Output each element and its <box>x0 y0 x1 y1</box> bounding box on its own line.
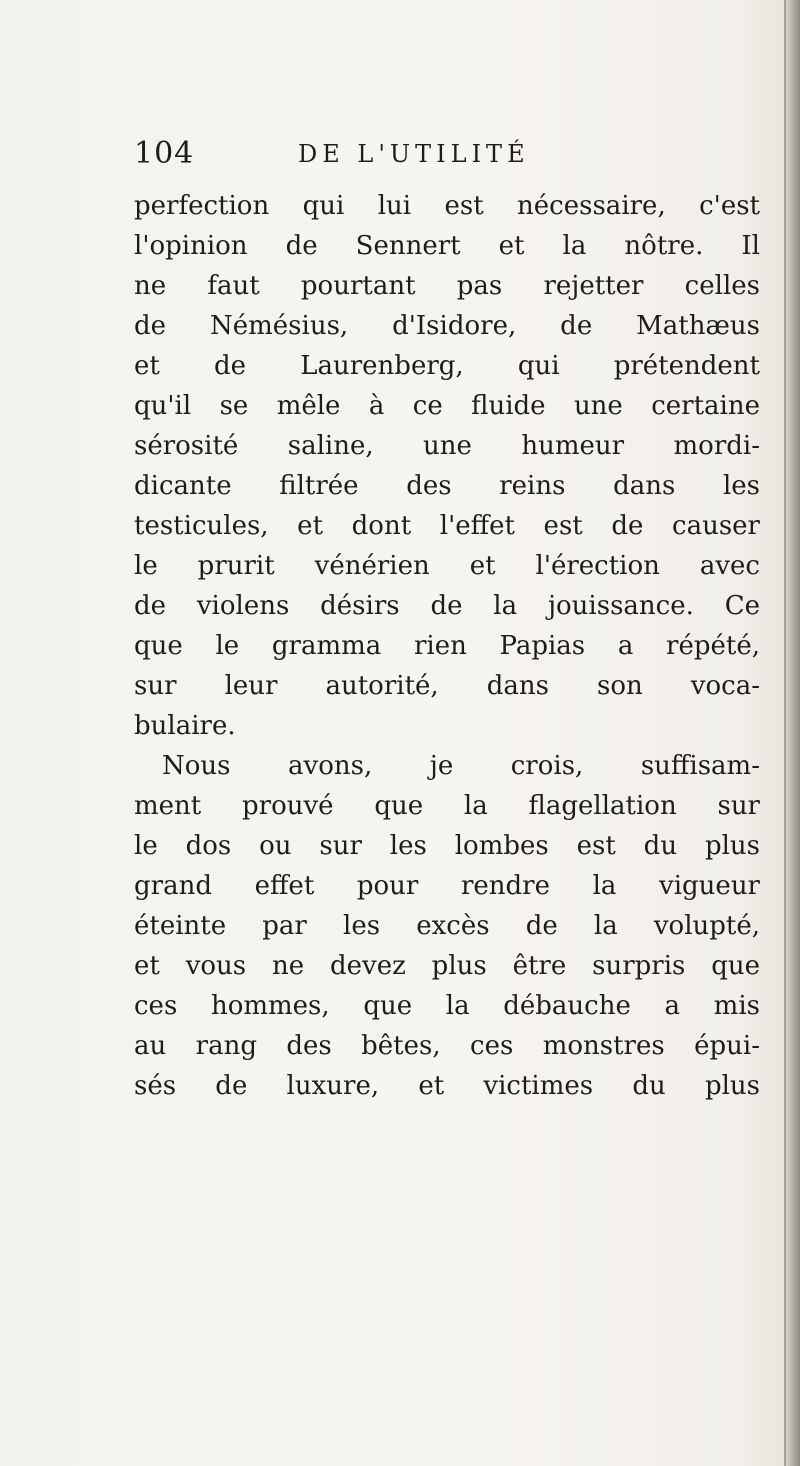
text-line: le prurit vénérien et l'érection avec <box>134 551 760 581</box>
text-line: et vous ne devez plus être surpris que <box>134 951 760 981</box>
text-line: et de Laurenberg, qui prétendent <box>134 351 760 381</box>
text-line: ne faut pourtant pas rejetter celles <box>134 271 760 301</box>
paragraph-end-line: bulaire. <box>134 711 236 741</box>
text-line: de Némésius, d'Isidore, de Mathæus <box>134 311 760 341</box>
text-line: grand effet pour rendre la vigueur <box>134 871 760 901</box>
text-line: sur leur autorité, dans son voca- <box>134 671 760 701</box>
text-line: testicules, et dont l'effet est de causer <box>134 511 760 541</box>
page-number: 104 <box>134 136 195 171</box>
running-head <box>134 136 604 176</box>
text-line: ces hommes, que la débauche a mis <box>134 991 760 1021</box>
text-line: de violens désirs de la jouissance. Ce <box>134 591 760 621</box>
text-line: que le gramma rien Papias a répété, <box>134 631 760 661</box>
text-line: le dos ou sur les lombes est du plus <box>134 831 760 861</box>
text-line: sérosité saline, une humeur mordi- <box>134 431 760 461</box>
text-line: perfection qui lui est nécessaire, c'est <box>134 191 760 221</box>
text-line: dicante filtrée des reins dans les <box>134 471 760 501</box>
text-line: éteinte par les excès de la volupté, <box>134 911 760 941</box>
text-line: au rang des bêtes, ces monstres épui- <box>134 1031 760 1061</box>
text-line: ment prouvé que la flagellation sur <box>134 791 760 821</box>
running-title: DE L'UTILITÉ <box>298 140 530 168</box>
page-gutter-line <box>784 0 786 1466</box>
text-line: l'opinion de Sennert et la nôtre. Il <box>134 231 760 261</box>
text-line: sés de luxure, et victimes du plus <box>134 1071 760 1101</box>
page-binding-edge <box>786 0 800 1466</box>
paragraph-start-line: Nous avons, je crois, suffisam- <box>162 751 760 781</box>
text-line: qu'il se mêle à ce fluide une certaine <box>134 391 760 421</box>
body-text <box>134 186 760 1106</box>
